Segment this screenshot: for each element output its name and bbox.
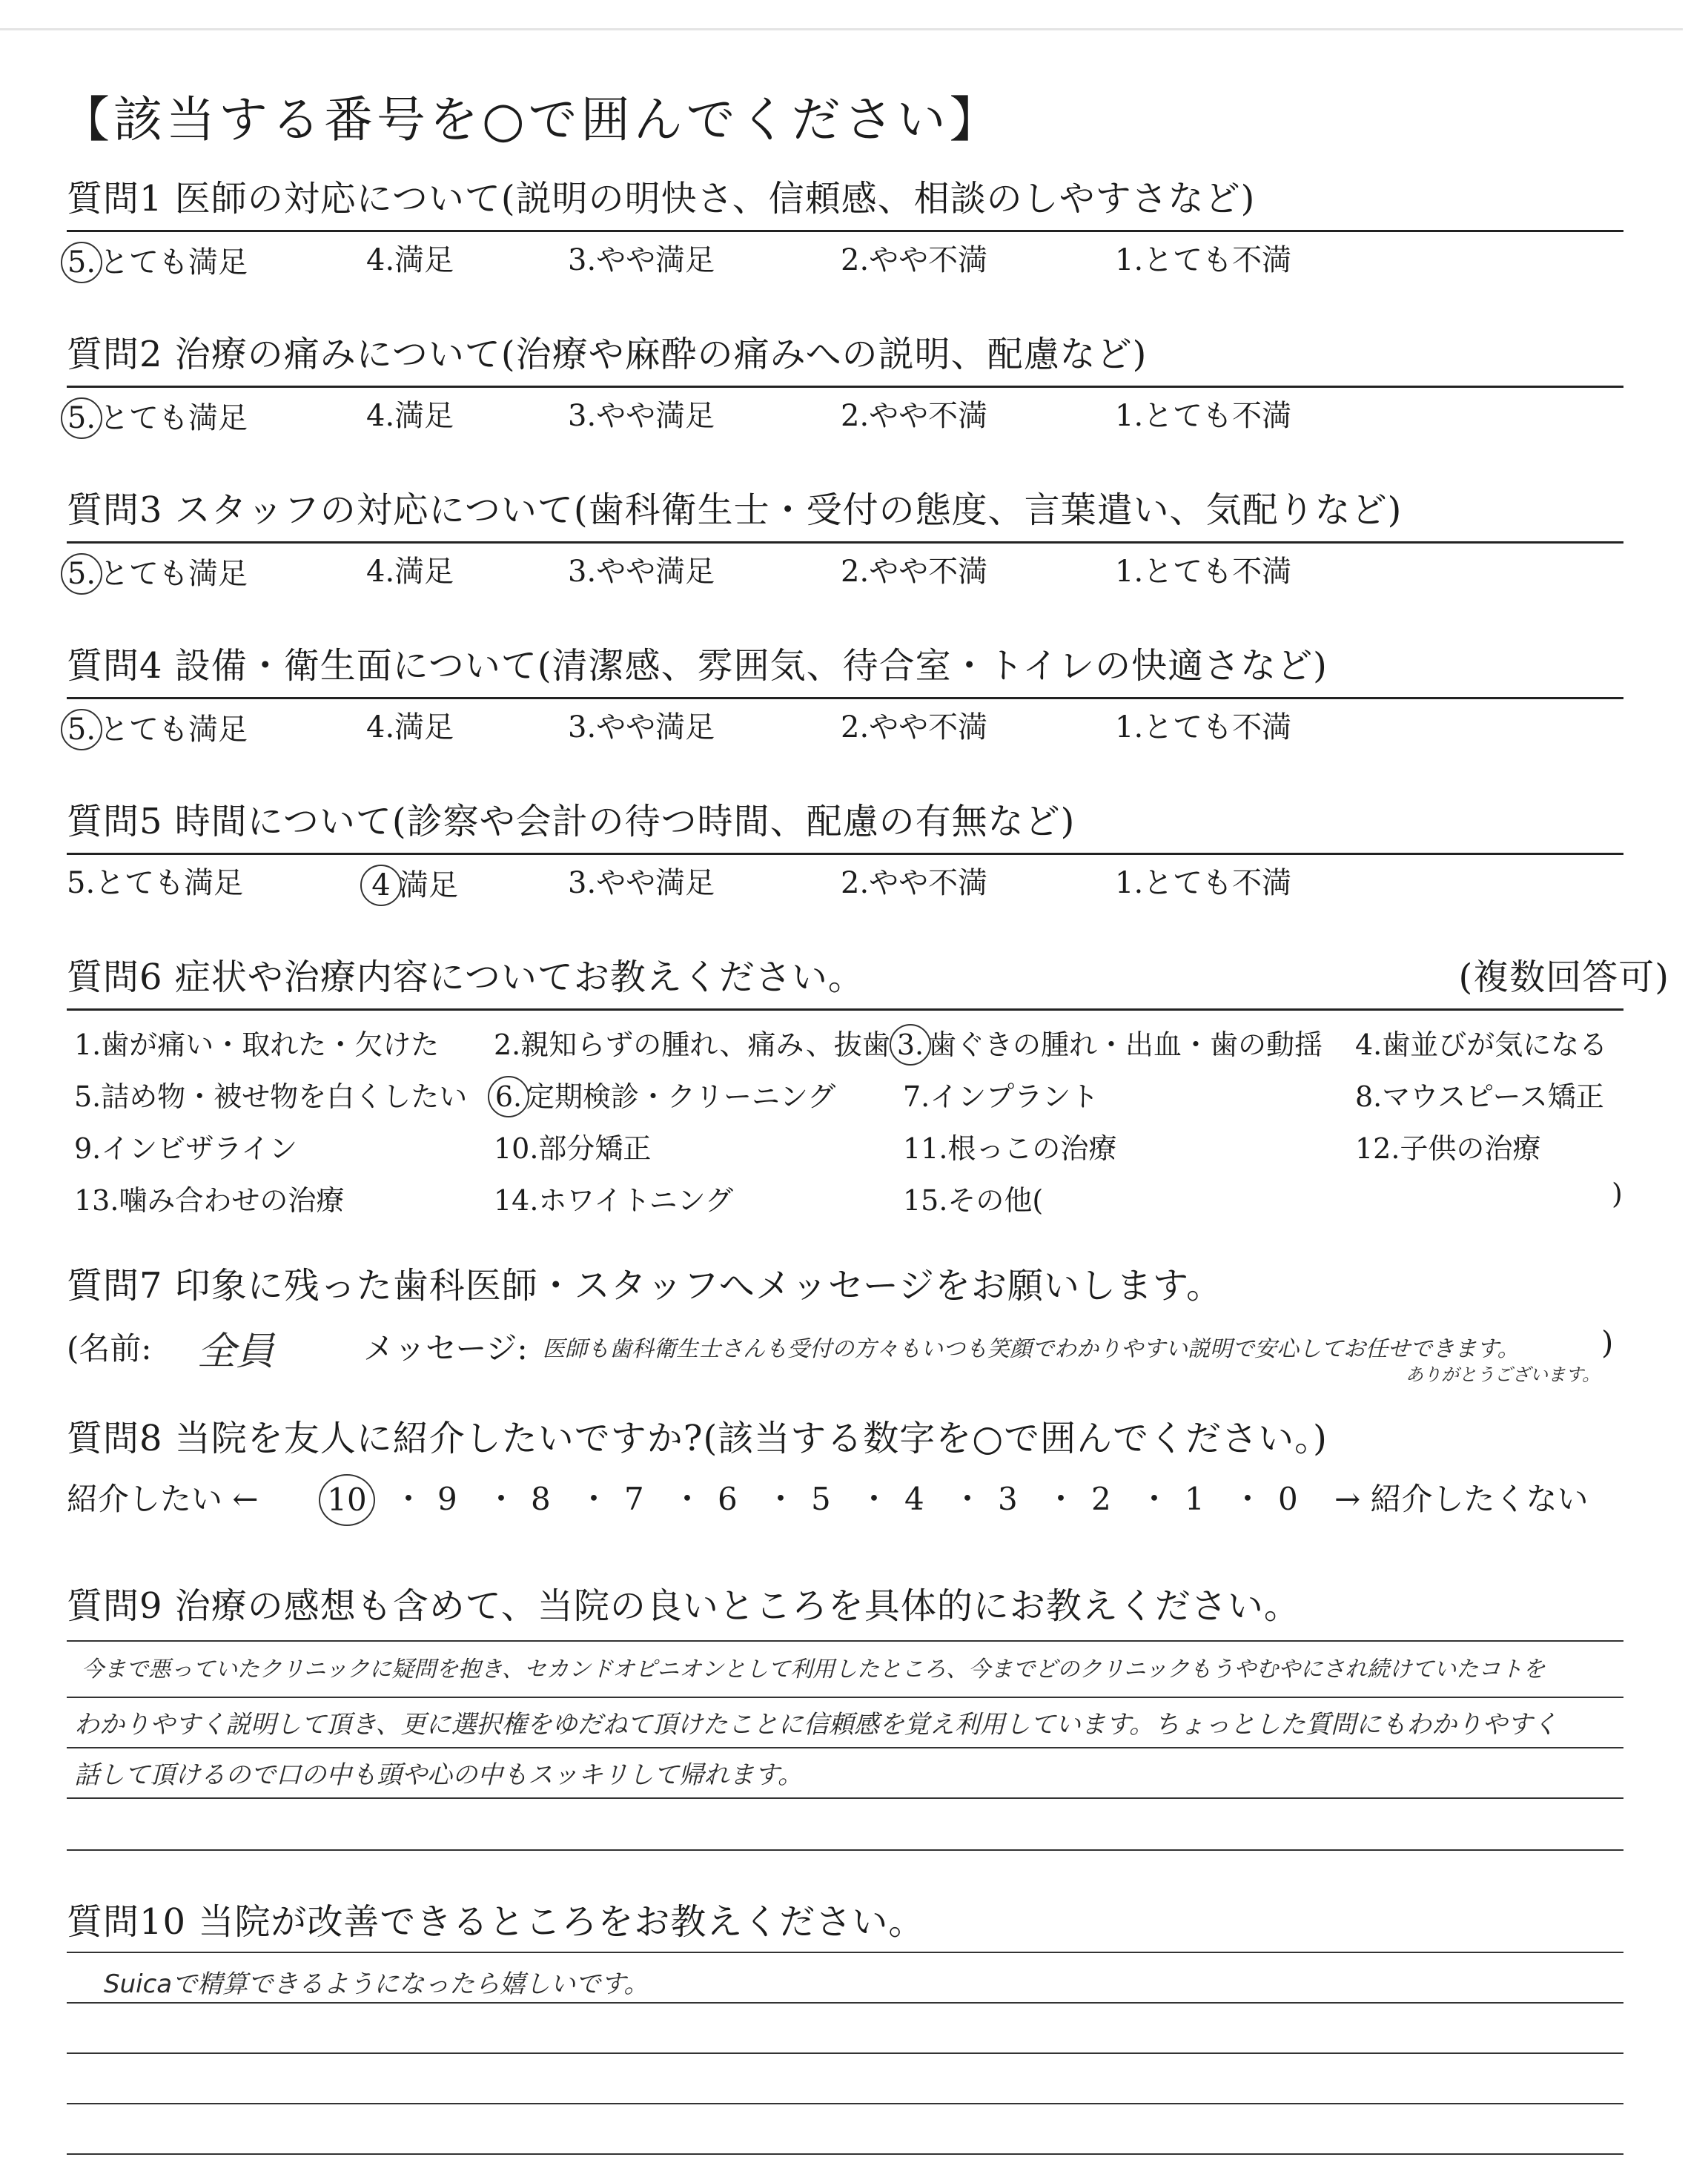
selected-circle: 5.: [61, 553, 102, 595]
page-title: 【該当する番号を○で囲んでください】: [61, 91, 1002, 148]
selected-circle: 10: [319, 1474, 375, 1526]
q8-score-4[interactable]: 4: [904, 1481, 924, 1517]
q4-option-4[interactable]: 4.満足: [366, 710, 454, 744]
q1-option-4[interactable]: 4.満足: [366, 243, 454, 277]
question-3-title: 質問3 スタッフの対応について(歯科衛生士・受付の態度、言葉遣い、気配りなど): [67, 489, 1403, 531]
q3-option-5-label: とても満足: [99, 557, 248, 591]
q8-left-label: 紹介したい ←: [67, 1481, 259, 1517]
q4-option-2[interactable]: 2.やや不満: [841, 710, 988, 744]
q10-line-4: [67, 2103, 1623, 2104]
q6-item-3-label: 歯ぐきの腫れ・出血・歯の動揺: [928, 1028, 1323, 1061]
q2-option-5-label: とても満足: [99, 401, 248, 435]
q9-answer-line-2[interactable]: わかりやすく説明して頂き、更に選択権をゆだねて頂けたことに信頼感を覚え利用しています。ちょっとした質問にもわかりやすく: [74, 1710, 1558, 1740]
q6-item-11[interactable]: 11.根っこの治療: [903, 1132, 1117, 1165]
selected-circle: 5.: [61, 397, 102, 439]
question-3: [67, 488, 1623, 591]
q1-option-2[interactable]: 2.やや不満: [841, 243, 988, 277]
q7-name-label: (名前:: [67, 1330, 152, 1367]
q6-item-8[interactable]: 8.マウスピース矯正: [1355, 1080, 1604, 1113]
q2-option-3[interactable]: 3.やや満足: [568, 399, 715, 433]
question-2-title: 質問2 治療の痛みについて(治療や麻酔の痛みへの説明、配慮など): [67, 334, 1148, 375]
selected-circle: 5.: [61, 242, 102, 283]
q9-line-3: [67, 1747, 1623, 1748]
selected-circle: 6.: [488, 1076, 529, 1117]
q8-dot: ・: [1232, 1481, 1264, 1517]
q8-dot: ・: [393, 1481, 425, 1517]
q3-option-4[interactable]: 4.満足: [366, 555, 454, 589]
q4-option-5-label: とても満足: [99, 713, 248, 747]
q8-dot: ・: [765, 1481, 797, 1517]
q1-option-1[interactable]: 1.とても不満: [1115, 243, 1292, 277]
q6-item-13[interactable]: 13.噛み合わせの治療: [74, 1184, 345, 1217]
q4-option-1[interactable]: 1.とても不満: [1115, 710, 1292, 744]
q10-line-3: [67, 2052, 1623, 2054]
q10-line-1: [67, 1952, 1623, 1953]
q10-answer-line-1[interactable]: Suicaで精算できるようになったら嬉しいです。: [104, 1969, 649, 1999]
question-1: [67, 176, 1623, 280]
q5-option-4-label: 満足: [399, 868, 458, 902]
q7-message-value-2[interactable]: ありがとうございます。: [1406, 1364, 1601, 1385]
q2-option-4[interactable]: 4.満足: [366, 399, 454, 433]
question-10: [67, 1900, 1623, 1944]
question-2-rule: [67, 386, 1623, 388]
q8-dot: ・: [486, 1481, 517, 1517]
q8-dot: ・: [1139, 1481, 1171, 1517]
selected-circle: 3.: [890, 1024, 931, 1066]
question-3-rule: [67, 541, 1623, 544]
q5-option-4[interactable]: [366, 865, 458, 906]
question-10-title: 質問10 当院が改善できるところをお教えください。: [67, 1901, 925, 1943]
q8-dot: ・: [1045, 1481, 1077, 1517]
q3-option-3[interactable]: 3.やや満足: [568, 555, 715, 589]
q8-score-7[interactable]: 7: [624, 1481, 644, 1517]
multiple-answers-note: (複数回答可): [1458, 957, 1669, 998]
question-6-rule: [67, 1008, 1623, 1011]
q9-line-1: [67, 1640, 1623, 1642]
question-6-title: 質問6 症状や治療内容についてお教えください。: [67, 957, 864, 998]
q4-option-5[interactable]: [67, 709, 248, 750]
question-5-rule: [67, 853, 1623, 855]
q6-item-9[interactable]: 9.インビザライン: [74, 1132, 298, 1165]
q3-option-5[interactable]: [67, 553, 248, 595]
question-4-options: [67, 709, 1623, 746]
question-3-options: [67, 553, 1623, 590]
q7-message-label: メッセージ:: [363, 1330, 528, 1367]
question-1-rule: [67, 230, 1623, 232]
question-7-title: 質問7 印象に残った歯科医師・スタッフへメッセージをお願いします。: [67, 1265, 1223, 1307]
question-8-title: 質問8 当院を友人に紹介したいですか?(該当する数字を○で囲んでください。): [67, 1418, 1328, 1459]
question-4: [67, 644, 1623, 747]
q7-close-paren: ): [1601, 1324, 1614, 1361]
q6-item-5[interactable]: 5.詰め物・被せ物を白くしたい: [74, 1080, 468, 1113]
q6-item-15-close: ): [1612, 1178, 1623, 1210]
q8-score-5[interactable]: 5: [811, 1481, 831, 1517]
q2-option-5[interactable]: [67, 397, 248, 439]
q7-message-value[interactable]: 医師も歯科衛生士さんも受付の方々もいつも笑顔でわかりやすい説明で安心してお任せできます。: [543, 1336, 1520, 1362]
q8-dot: ・: [672, 1481, 704, 1517]
q3-option-1[interactable]: 1.とても不満: [1115, 555, 1292, 589]
question-4-rule: [67, 697, 1623, 699]
q1-option-5[interactable]: [67, 242, 248, 283]
question-7: [67, 1264, 1623, 1385]
question-5: [67, 799, 1623, 902]
q9-line-2: [67, 1697, 1623, 1698]
q2-option-1[interactable]: 1.とても不満: [1115, 399, 1292, 433]
q9-line-5: [67, 1849, 1623, 1851]
q6-item-12[interactable]: 12.子供の治療: [1355, 1132, 1541, 1165]
question-5-options: [67, 865, 1623, 902]
q9-answer-line-3[interactable]: 話して頂けるので口の中も頭や心の中もスッキリして帰れます。: [74, 1760, 803, 1790]
question-6: [67, 955, 1669, 1217]
question-9-title: 質問9 治療の感想も含めて、当院の良いところを具体的にお教えください。: [67, 1585, 1300, 1627]
q8-scale: [67, 1479, 1623, 1523]
q9-line-4: [67, 1797, 1623, 1799]
q6-item-6-label: 定期検診・クリーニング: [526, 1080, 836, 1113]
q6-item-4[interactable]: 4.歯並びが気になる: [1355, 1028, 1608, 1061]
q6-item-10[interactable]: 10.部分矯正: [494, 1132, 652, 1165]
question-6-title-row: [67, 955, 1669, 1000]
q8-score-1[interactable]: 1: [1185, 1481, 1205, 1517]
q5-option-5[interactable]: 5.とても満足: [67, 866, 244, 900]
q5-option-1[interactable]: 1.とても不満: [1115, 866, 1292, 900]
question-1-options: [67, 242, 1623, 279]
question-2: [67, 332, 1623, 435]
q10-line-5: [67, 2153, 1623, 2155]
q10-line-2: [67, 2002, 1623, 2004]
scan-edge-line: [0, 28, 1683, 30]
q6-item-14[interactable]: 14.ホワイトニング: [494, 1184, 734, 1217]
q8-dot: ・: [952, 1481, 984, 1517]
q5-option-3[interactable]: 3.やや満足: [568, 866, 715, 900]
question-4-title: 質問4 設備・衛生面について(清潔感、雰囲気、待合室・トイレの快適さなど): [67, 645, 1328, 687]
q2-option-2[interactable]: 2.やや不満: [841, 399, 988, 433]
q7-answer-row: [67, 1324, 1623, 1385]
q1-option-3[interactable]: 3.やや満足: [568, 243, 715, 277]
q8-score-8[interactable]: 8: [531, 1481, 551, 1517]
q8-score-9[interactable]: 9: [437, 1481, 457, 1517]
q8-dot: ・: [858, 1481, 890, 1517]
q6-item-2[interactable]: 2.親知らずの腫れ、痛み、抜歯: [494, 1028, 890, 1061]
question-5-title: 質問5 時間について(診察や会計の待つ時間、配慮の有無など): [67, 801, 1076, 842]
q3-option-2[interactable]: 2.やや不満: [841, 555, 988, 589]
q8-right-label: → 紹介したくない: [1334, 1481, 1589, 1517]
selected-circle: 5.: [61, 709, 102, 750]
q6-item-6[interactable]: [494, 1074, 835, 1117]
selected-circle: 4: [360, 865, 402, 906]
q8-dot: ・: [578, 1481, 610, 1517]
question-2-options: [67, 397, 1623, 435]
q6-item-15[interactable]: 15.その他(: [903, 1184, 1044, 1217]
q1-option-5-label: とても満足: [99, 245, 248, 280]
question-1-title: 質問1 医師の対応について(説明の明快さ、信頼感、相談のしやすさなど): [67, 178, 1256, 219]
question-9: [67, 1584, 1623, 1628]
question-8: [67, 1416, 1623, 1461]
q9-answer-line-1[interactable]: 今まで悪っていたクリニックに疑問を抱き、セカンドオピニオンとして利用したところ、今までどのクリニックもうやむやにされ続けていたコトを: [82, 1657, 1546, 1682]
q8-score-6[interactable]: 6: [718, 1481, 738, 1517]
q4-option-3[interactable]: 3.やや満足: [568, 710, 715, 744]
q8-score-2[interactable]: 2: [1091, 1481, 1111, 1517]
q6-item-3[interactable]: [896, 1022, 1323, 1066]
q8-score-0[interactable]: 0: [1278, 1481, 1298, 1517]
q8-score-3[interactable]: 3: [998, 1481, 1018, 1517]
q7-name-value[interactable]: 全員: [197, 1330, 275, 1374]
q5-option-2[interactable]: 2.やや不満: [841, 866, 988, 900]
q6-item-7[interactable]: 7.インプラント: [903, 1080, 1099, 1113]
q6-item-1[interactable]: 1.歯が痛い・取れた・欠けた: [74, 1028, 440, 1061]
